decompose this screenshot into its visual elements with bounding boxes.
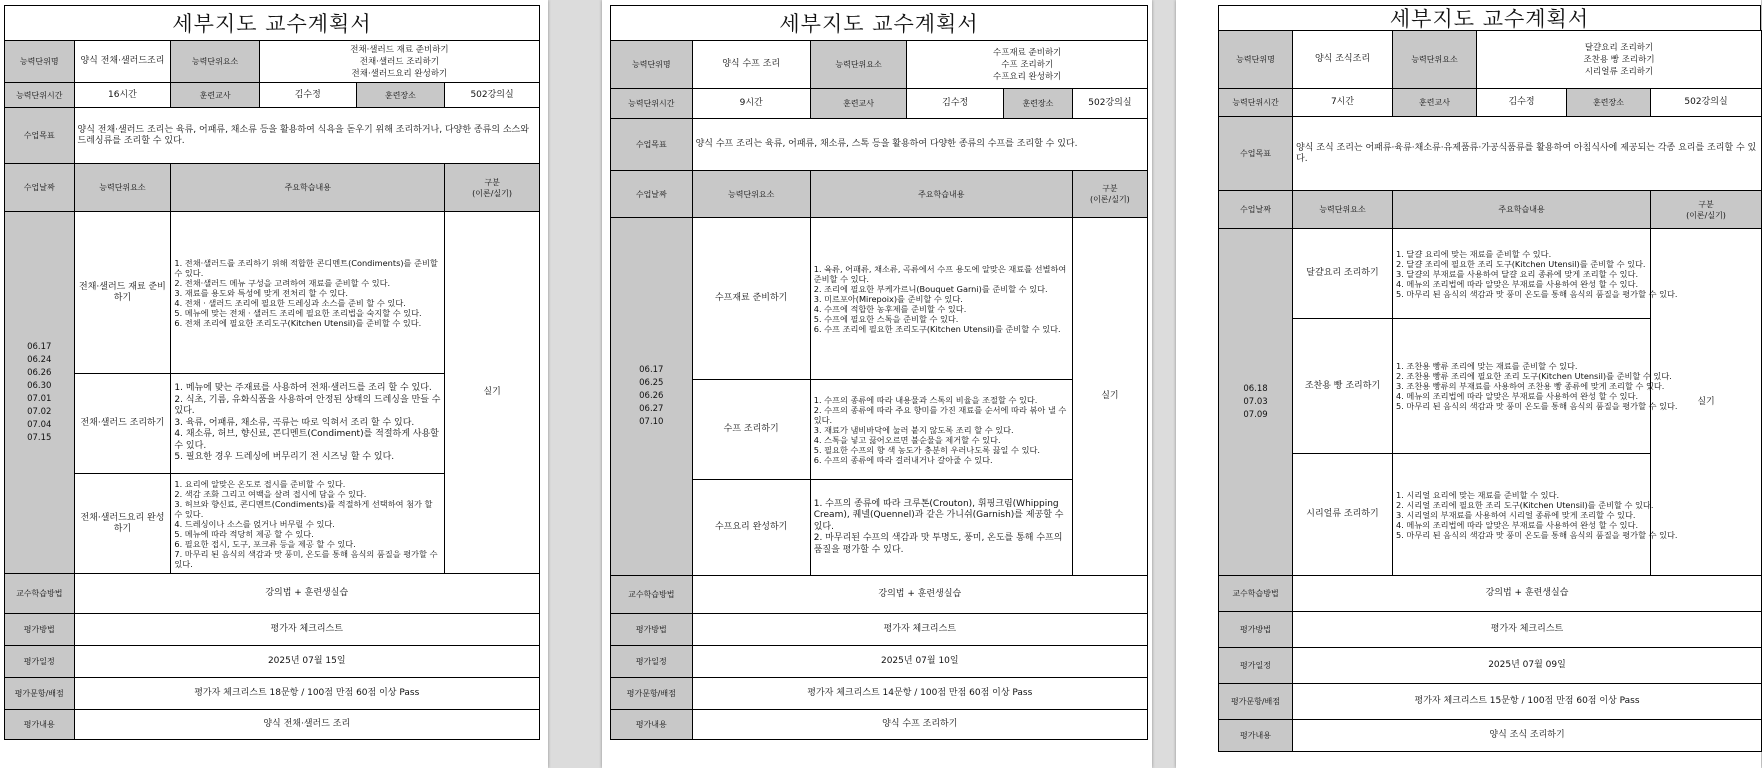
row-element: 전채·샐러드요리 완성하기 <box>74 474 171 574</box>
eval-method-label: 평가방법 <box>1219 612 1293 648</box>
date-item: 06.26 <box>27 367 52 378</box>
hours-value: 9시간 <box>692 89 810 119</box>
date-item: 07.02 <box>27 406 52 417</box>
content-item: 5. 마무리 된 음식의 색감과 맛 풍미 온도를 통해 음식의 품질을 평가할 수 있다. <box>1396 288 1678 299</box>
place-value: 502강의실 <box>1072 89 1147 119</box>
date-item: 07.10 <box>639 417 664 427</box>
content-item: 4. 전채 · 샐러드 조리에 필요한 드레싱과 소스를 준비 할 수 있다. <box>174 297 406 308</box>
lesson-plan-table <box>1218 30 1762 752</box>
date-item: 07.09 <box>1243 409 1268 420</box>
elements-header-list <box>1477 31 1762 89</box>
date-item: 06.30 <box>27 380 52 391</box>
method-value: 강의법 + 훈련생실습 <box>1293 576 1762 612</box>
row-content <box>810 218 1072 380</box>
content-item: 3. 달걀의 부재료를 사용하여 달걀 요리 종류에 맞게 조리할 수 있다. <box>1396 268 1639 279</box>
elements-header-list <box>907 41 1148 89</box>
content-item: 5. 마무리 된 음식의 색감과 맛 풍미 온도를 통해 음식의 품질을 평가할 수 있다. <box>1396 401 1678 411</box>
eval-method-value: 평가자 체크리스트 <box>1293 612 1762 648</box>
element-column-label: 능력단위요소 <box>74 164 171 212</box>
date-label: 수업날짜 <box>611 171 693 218</box>
element-header-item: 조찬용 빵 조리하기 <box>1583 54 1655 65</box>
eval-content-value: 양식 조식 조리하기 <box>1293 720 1762 752</box>
eval-method-value: 평가자 체크리스트 <box>692 614 1147 646</box>
content-item: 3. 재료를 용도와 특성에 맞게 전처리 할 수 있다. <box>174 287 348 298</box>
division-column-label: 구분 (이론/실기) <box>1072 171 1147 218</box>
goal-label: 수업목표 <box>5 108 75 164</box>
date-item: 06.26 <box>639 391 664 401</box>
document-page-1 <box>0 0 548 768</box>
unit-name-label: 능력단위명 <box>611 41 693 89</box>
date-item: 06.27 <box>639 404 664 414</box>
content-item: 2. 색감 조화 그리고 여백을 살려 접시에 담을 수 있다. <box>174 488 367 499</box>
content-item: 2. 시리얼 조리에 필요한 조리 도구(Kitchen Utensil)를 준비할 수 있다. <box>1396 499 1654 510</box>
content-item: 1. 수프의 종류에 따라 내용물과 스톡의 비율을 조절할 수 있다. <box>813 394 1038 405</box>
place-value: 502강의실 <box>1651 89 1762 117</box>
element-label: 능력단위요소 <box>1393 31 1477 89</box>
element-column-label: 능력단위요소 <box>1293 191 1393 229</box>
content-item: 6. 수프 조리에 필요한 조리도구(Kitchen Utensil)를 준비할 수 있다. <box>813 323 1061 334</box>
content-item: 4. 채소류, 허브, 향신료, 콘디멘트(Condiment)를 적절하게 사용할 수 있다. <box>174 429 439 451</box>
eval-method-label: 평가방법 <box>5 614 75 646</box>
document-page-3 <box>1176 0 1761 768</box>
content-item: 3. 육류, 어패류, 채소류, 곡류는 따로 익혀서 조리 할 수 있다. <box>174 417 415 428</box>
row-element: 전채·샐러드 재료 준비하기 <box>74 212 171 374</box>
eval-date-value: 2025년 07월 09일 <box>1293 648 1762 684</box>
content-item: 3. 시리얼의 부재료를 사용하여 시리얼 종류에 맞게 조리할 수 있다. <box>1396 509 1636 520</box>
content-item: 5. 필요한 수프의 향 색 농도가 충분히 우러나도록 끓일 수 있다. <box>813 444 1040 455</box>
row-content <box>1393 229 1678 319</box>
unit-name-value: 양식 조식조리 <box>1293 31 1393 89</box>
content-item: 2. 수프의 종류에 따라 주요 향미를 가진 재료를 순서에 따라 볶아 낼 수 있다. <box>813 404 1067 425</box>
element-header-item: 수프 조리하기 <box>1001 59 1054 70</box>
eval-date-value: 2025년 07월 10일 <box>692 646 1147 678</box>
date-item: 07.01 <box>27 393 52 404</box>
unit-name-label: 능력단위명 <box>1219 31 1293 89</box>
content-item: 5. 메뉴에 맞는 전채 · 샐러드 조리에 필요한 조리법을 숙지할 수 있다. <box>174 307 422 318</box>
content-item: 1. 전채·샐러드를 조리하기 위해 적합한 콘디멘트(Condiments)를 준비할 수 있다. <box>174 257 438 278</box>
content-item: 1. 요리에 알맞은 온도로 접시를 준비할 수 있다. <box>174 478 346 489</box>
row-element: 전채·샐러드 조리하기 <box>74 374 171 474</box>
row-content <box>1393 454 1678 576</box>
date-item: 06.18 <box>1243 383 1268 394</box>
eval-date-value: 2025년 07월 15일 <box>74 646 540 678</box>
teacher-value: 김수정 <box>907 89 1004 119</box>
division-value: 실기 <box>445 212 540 574</box>
hours-label: 능력단위시간 <box>1219 89 1293 117</box>
content-item: 5. 마무리 된 음식의 색감과 맛 풍미 온도를 통해 음식의 품질을 평가할 수 있다. <box>1396 529 1678 540</box>
element-header-item: 수프요리 완성하기 <box>993 71 1062 82</box>
row-element: 조찬용 빵 조리하기 <box>1293 319 1393 454</box>
content-item: 1. 시리얼 요리에 맞는 재료를 준비할 수 있다. <box>1396 489 1560 500</box>
row-content <box>171 212 445 374</box>
row-element: 달걀요리 조리하기 <box>1293 229 1393 319</box>
eval-content-label: 평가내용 <box>611 710 693 740</box>
unit-name-label: 능력단위명 <box>5 41 75 83</box>
content-item: 1. 달걀 요리에 맞는 재료를 준비할 수 있다. <box>1396 248 1552 259</box>
method-value: 강의법 + 훈련생실습 <box>692 576 1147 614</box>
element-header-item: 전채·샐러드 조리하기 <box>359 56 440 67</box>
date-item: 07.03 <box>1243 396 1268 407</box>
place-label: 훈련장소 <box>1567 89 1651 117</box>
date-label: 수업날짜 <box>5 164 75 212</box>
goal-value: 양식 수프 조리는 육류, 어패류, 채소류, 스톡 등을 활용하여 다양한 종류의 수프를 조리할 수 있다. <box>692 119 1147 171</box>
eval-date-label: 평가일정 <box>611 646 693 678</box>
place-label: 훈련장소 <box>1004 89 1073 119</box>
date-item: 06.25 <box>639 378 664 388</box>
unit-name-value: 양식 전채·샐러드조리 <box>74 41 171 83</box>
method-label: 교수학습방법 <box>1219 576 1293 612</box>
element-header-item: 시리얼류 조리하기 <box>1584 66 1654 77</box>
eval-content-value: 양식 수프 조리하기 <box>692 710 1147 740</box>
content-item: 1. 메뉴에 맞는 주재료를 사용하여 전채·샐러드를 조리 할 수 있다. <box>174 383 432 394</box>
eval-count-value: 평가자 체크리스트 18문항 / 100점 만점 60점 이상 Pass <box>74 678 540 710</box>
goal-value: 양식 전채·샐러드 조리는 육류, 어패류, 채소류 등을 활용하여 식욕을 돋우기 위해 조리하거나, 다양한 종류의 소스와 드레싱류를 조리할 수 있다. <box>74 108 540 164</box>
goal-label: 수업목표 <box>611 119 693 171</box>
division-value: 실기 <box>1651 229 1762 576</box>
content-item: 2. 마무리된 수프의 색감과 맛 투명도, 풍미, 온도를 통해 수프의 품질을 평가할 수 있다. <box>813 533 1063 555</box>
content-item: 4. 수프에 적합한 농후제를 준비할 수 있다. <box>813 303 967 314</box>
content-item: 5. 수프에 필요한 스톡을 준비할 수 있다. <box>813 313 959 324</box>
element-header-item: 전채·샐러드요리 완성하기 <box>351 68 448 79</box>
row-element: 수프재료 준비하기 <box>692 218 810 380</box>
date-item: 06.17 <box>639 365 664 375</box>
teacher-label: 훈련교사 <box>171 83 259 108</box>
eval-content-label: 평가내용 <box>5 710 75 740</box>
unit-name-value: 양식 수프 조리 <box>692 41 810 89</box>
page-title: 세부지도 교수계획서 <box>610 5 1148 40</box>
teacher-value: 김수정 <box>259 83 356 108</box>
method-label: 교수학습방법 <box>5 574 75 614</box>
content-item: 7. 마무리 된 음식의 색감과 맛 풍미, 온도를 통해 음식의 품질을 평가할 수 있다. <box>174 548 438 569</box>
eval-date-label: 평가일정 <box>5 646 75 678</box>
goal-label: 수업목표 <box>1219 117 1293 191</box>
division-value: 실기 <box>1072 218 1147 576</box>
content-item: 2. 전채·샐러드 메뉴 구성을 고려하여 재료를 준비할 수 있다. <box>174 277 391 288</box>
content-column-label: 주요학습내용 <box>1393 191 1651 229</box>
teacher-label: 훈련교사 <box>810 89 907 119</box>
content-item: 3. 조찬용 빵류의 부재료를 사용하여 조찬용 빵 종류에 맞게 조리할 수 있다. <box>1396 381 1665 391</box>
content-item: 1. 수프의 종류에 따라 크루톤(Crouton), 휘핑크림(Whipping Cream), 퀘넬(Quennel)과 같은 가니쉬(Garnish)를 제공할 수 있다. <box>813 498 1064 532</box>
content-item: 2. 조리에 필요한 부케가르니(Bouquet Garni)를 준비할 수 있다. <box>813 283 1048 294</box>
teacher-value: 김수정 <box>1477 89 1567 117</box>
division-column-label: 구분 (이론/실기) <box>445 164 540 212</box>
hours-value: 7시간 <box>1293 89 1393 117</box>
hours-label: 능력단위시간 <box>611 89 693 119</box>
eval-count-label: 평가문항/배점 <box>5 678 75 710</box>
elements-header-list <box>259 41 539 83</box>
content-item: 4. 메뉴의 조리법에 따라 알맞은 부재료를 사용하여 완성 할 수 있다. <box>1396 278 1639 289</box>
row-content <box>171 474 445 574</box>
content-item: 6. 필요한 접시, 도구, 포크류 등을 제공 할 수 있다. <box>174 538 356 549</box>
content-item: 3. 재료가 냄비바닥에 눌러 붙지 않도록 조리 할 수 있다. <box>813 424 1014 435</box>
eval-method-label: 평가방법 <box>611 614 693 646</box>
page-title: 세부지도 교수계획서 <box>1218 5 1761 30</box>
content-item: 4. 메뉴의 조리법에 따라 알맞은 부재료를 사용하여 완성 할 수 있다. <box>1396 519 1639 530</box>
page-title: 세부지도 교수계획서 <box>4 5 540 40</box>
eval-content-value: 양식 전채·샐러드 조리 <box>74 710 540 740</box>
content-column-label: 주요학습내용 <box>810 171 1072 218</box>
content-item: 4. 스톡을 넣고 끓어오르면 불순물을 제거할 수 있다. <box>813 434 1001 445</box>
row-content <box>810 380 1072 480</box>
element-header-item: 수프재료 준비하기 <box>993 47 1062 58</box>
row-element: 수프 조리하기 <box>692 380 810 480</box>
date-list <box>5 212 75 574</box>
document-page-2 <box>602 0 1152 768</box>
date-item: 07.15 <box>27 432 52 443</box>
hours-value: 16시간 <box>74 83 171 108</box>
row-element: 시리얼류 조리하기 <box>1293 454 1393 576</box>
element-label: 능력단위요소 <box>810 41 907 89</box>
element-header-item: 전채·샐러드 재료 준비하기 <box>350 44 449 55</box>
eval-count-label: 평가문항/배점 <box>1219 684 1293 720</box>
eval-count-label: 평가문항/배점 <box>611 678 693 710</box>
element-label: 능력단위요소 <box>171 41 259 83</box>
element-column-label: 능력단위요소 <box>692 171 810 218</box>
eval-count-value: 평가자 체크리스트 14문항 / 100점 만점 60점 이상 Pass <box>692 678 1147 710</box>
eval-content-label: 평가내용 <box>1219 720 1293 752</box>
lesson-plan-table <box>4 40 540 740</box>
division-column-label: 구분 (이론/실기) <box>1651 191 1762 229</box>
content-item: 5. 메뉴에 따라 적당히 제공 할 수 있다. <box>174 528 314 539</box>
content-item: 6. 수프의 종류에 따라 걸러내거나 갈아줄 수 있다. <box>813 454 993 465</box>
content-item: 1. 조찬용 빵류 조리에 맞는 재료를 준비할 수 있다. <box>1396 361 1578 371</box>
date-label: 수업날짜 <box>1219 191 1293 229</box>
date-list <box>1219 229 1293 576</box>
teacher-label: 훈련교사 <box>1393 89 1477 117</box>
date-list <box>611 218 693 576</box>
content-item: 6. 전채 조리에 필요한 조리도구(Kitchen Utensil)를 준비할 수 있다. <box>174 317 422 328</box>
eval-date-label: 평가일정 <box>1219 648 1293 684</box>
content-item: 2. 달걀 조리에 필요한 조리 도구(Kitchen Utensil)를 준비할 수 있다. <box>1396 258 1646 269</box>
content-item: 2. 식초, 기름, 유화식품을 사용하여 안정된 상태의 드레싱을 만들 수 있다. <box>174 394 441 417</box>
lesson-plan-table <box>610 40 1148 740</box>
element-header-item: 달걀요리 조리하기 <box>1584 42 1654 53</box>
content-item: 5. 필요한 경우 드레싱에 버무리기 전 시즈닝 할 수 있다. <box>174 452 395 463</box>
row-element: 수프요리 완성하기 <box>692 480 810 576</box>
content-item: 2. 조찬용 빵류 조리에 필요한 조리 도구(Kitchen Utensil)를 준비할 수 있다. <box>1396 371 1672 381</box>
row-content <box>171 374 445 474</box>
content-item: 1. 육류, 어패류, 채소류, 곡류에서 수프 용도에 알맞은 재료를 선별하여 준비할 수 있다. <box>813 263 1067 284</box>
hours-label: 능력단위시간 <box>5 83 75 108</box>
content-item: 4. 드레싱이나 소스를 얹거나 버무릴 수 있다. <box>174 518 335 529</box>
date-item: 07.04 <box>27 419 52 430</box>
content-column-label: 주요학습내용 <box>171 164 445 212</box>
content-item: 4. 메뉴의 조리법에 따라 알맞은 부재료를 사용하여 완성 할 수 있다. <box>1396 391 1639 401</box>
method-value: 강의법 + 훈련생실습 <box>74 574 540 614</box>
row-content <box>1393 319 1678 454</box>
method-label: 교수학습방법 <box>611 576 693 614</box>
place-value: 502강의실 <box>445 83 540 108</box>
content-item: 3. 허브와 향신료, 콘디멘트(Condiments)를 적절하게 선택하여 첨가 할 수 있다. <box>174 498 433 519</box>
goal-value: 양식 조식 조리는 어패류·육류·채소류·유제품류·가공식품류를 활용하여 아침식사에 제공되는 각종 요리를 조리할 수 있다. <box>1293 117 1762 191</box>
date-item: 06.24 <box>27 354 52 365</box>
date-item: 06.17 <box>27 341 52 352</box>
eval-method-value: 평가자 체크리스트 <box>74 614 540 646</box>
row-content <box>810 480 1072 576</box>
place-label: 훈련장소 <box>356 83 444 108</box>
content-item: 3. 미르포아(Mirepoix)를 준비할 수 있다. <box>813 293 963 304</box>
eval-count-value: 평가자 체크리스트 15문항 / 100점 만점 60점 이상 Pass <box>1293 684 1762 720</box>
